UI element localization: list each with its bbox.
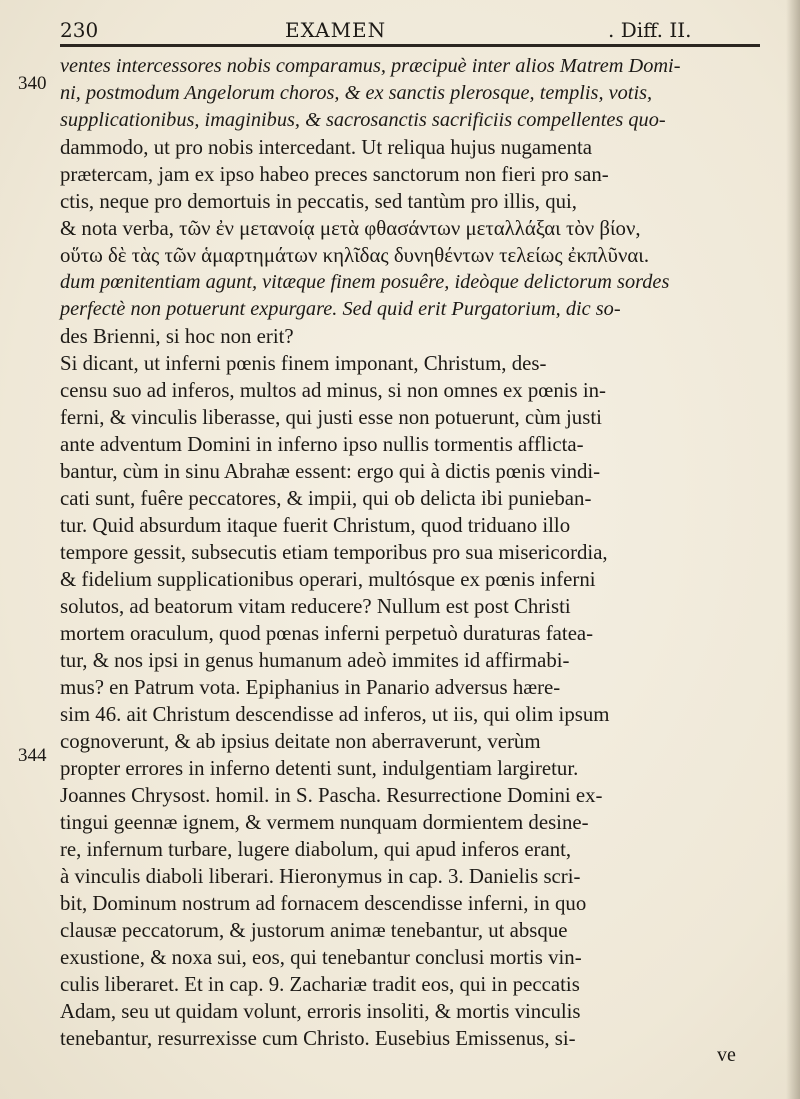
- text-line: ventes intercessores nobis comparamus, præcipuè inter alios Matrem Domi-: [60, 55, 681, 77]
- text-line: ferni, & vinculis liberasse, qui justi esse non potuerunt, cùm justi: [60, 405, 602, 429]
- text-line: solutos, ad beatorum vitam reducere? Nullum est post Christi: [60, 594, 571, 618]
- text-line: mortem oraculum, quod pœnas inferni perpetuò duraturas fatea-: [60, 621, 594, 645]
- text-line: Si dicant, ut inferni pœnis finem imponant, Christum, des-: [60, 351, 547, 375]
- catchword: ve: [717, 1044, 736, 1066]
- page-header: [60, 14, 760, 48]
- page-edge-shadow: [786, 0, 800, 1099]
- text-line: & fidelium supplicationibus operari, multósque ex pœnis inferni: [60, 567, 596, 591]
- text-line: dum pœnitentiam agunt, vitæque finem posuêre, ideòque delictorum sordes: [60, 271, 670, 293]
- text-line: propter errores in inferno detenti sunt, indulgentiam largiretur.: [60, 756, 579, 780]
- text-line: tur. Quid absurdum itaque fuerit Christum, quod triduano illo: [60, 513, 571, 537]
- text-line: ctis, neque pro demortuis in peccatis, sed tantùm pro illis, qui,: [60, 189, 578, 213]
- text-line: exustione, & noxa sui, eos, qui tenebantur conclusi mortis vin-: [60, 945, 582, 969]
- text-line: perfectè non potuerunt expurgare. Sed quid erit Purgatorium, dic so-: [60, 298, 621, 320]
- margin-note: 344: [18, 745, 47, 766]
- text-line: ni, postmodum Angelorum choros, & ex sanctis plerosque, templis, votis,: [60, 82, 653, 104]
- text-line: sim 46. ait Christum descendisse ad inferos, ut iis, qui olim ipsum: [60, 702, 610, 726]
- text-line: Joannes Chrysost. homil. in S. Pascha. Resurrectione Domini ex-: [60, 783, 603, 807]
- text-line: à vinculis diaboli liberari. Hieronymus in cap. 3. Danielis scri-: [60, 864, 581, 888]
- running-title: EXAMEN: [285, 18, 387, 42]
- text-line: prætercam, jam ex ipso habeo preces sanctorum non fieri pro san-: [60, 162, 609, 186]
- text-line: ante adventum Domini in inferno ipso nullis tormentis afflicta-: [60, 432, 584, 456]
- text-line: re, infernum turbare, lugere diabolum, qui apud inferos erant,: [60, 837, 572, 861]
- text-line: tingui geennæ ignem, & vermem nunquam dormientem desine-: [60, 810, 589, 834]
- dissertation-reference: . Diff. II.: [608, 18, 692, 42]
- margin-note: 340: [18, 73, 47, 94]
- text-line: des Brienni, si hoc non erit?: [60, 324, 294, 348]
- text-line: tenebantur, resurrexisse cum Christo. Eusebius Emissenus, si-: [60, 1026, 576, 1050]
- text-line: cati sunt, fuêre peccatores, & impii, qui ob delicta ibi punieban-: [60, 486, 592, 510]
- text-line: tur, & nos ipsi in genus humanum adeò immites id affirmabi-: [60, 648, 570, 672]
- text-line: mus? en Patrum vota. Epiphanius in Panario adversus hære-: [60, 675, 561, 699]
- text-line: culis liberaret. Et in cap. 9. Zachariæ tradit eos, qui in peccatis: [60, 972, 580, 996]
- text-line: tempore gessit, subsecutis etiam temporibus pro sua misericordia,: [60, 540, 608, 564]
- text-line: dammodo, ut pro nobis intercedant. Ut reliqua hujus nugamenta: [60, 135, 593, 159]
- page-number: 230: [60, 18, 99, 42]
- text-line: οὕτω δὲ τὰς τῶν ἁμαρτημάτων κηλῖδας δυνηθέντων τελείως ἐκπλῦναι.: [60, 243, 650, 267]
- header-rule: [60, 44, 760, 47]
- text-line: bit, Dominum nostrum ad fornacem descendisse inferni, in quo: [60, 891, 587, 915]
- text-line: censu suo ad inferos, multos ad minus, si non omnes ex pœnis in-: [60, 378, 606, 402]
- text-line: & nota verba, τῶν ἐν μετανοίᾳ μετὰ φθασάντων μεταλλάξαι τὸν βίον,: [60, 216, 641, 240]
- text-line: clausæ peccatorum, & justorum animæ tenebantur, ut absque: [60, 918, 568, 942]
- text-line: cognoverunt, & ab ipsius deitate non aberraverunt, verùm: [60, 729, 541, 753]
- text-line: supplicationibus, imaginibus, & sacrosanctis sacrificiis compellentes quo-: [60, 109, 666, 131]
- text-line: bantur, cùm in sinu Abrahæ essent: ergo qui à dictis pœnis vindi-: [60, 459, 601, 483]
- text-line: Adam, seu ut quidam volunt, erroris insoliti, & mortis vinculis: [60, 999, 581, 1023]
